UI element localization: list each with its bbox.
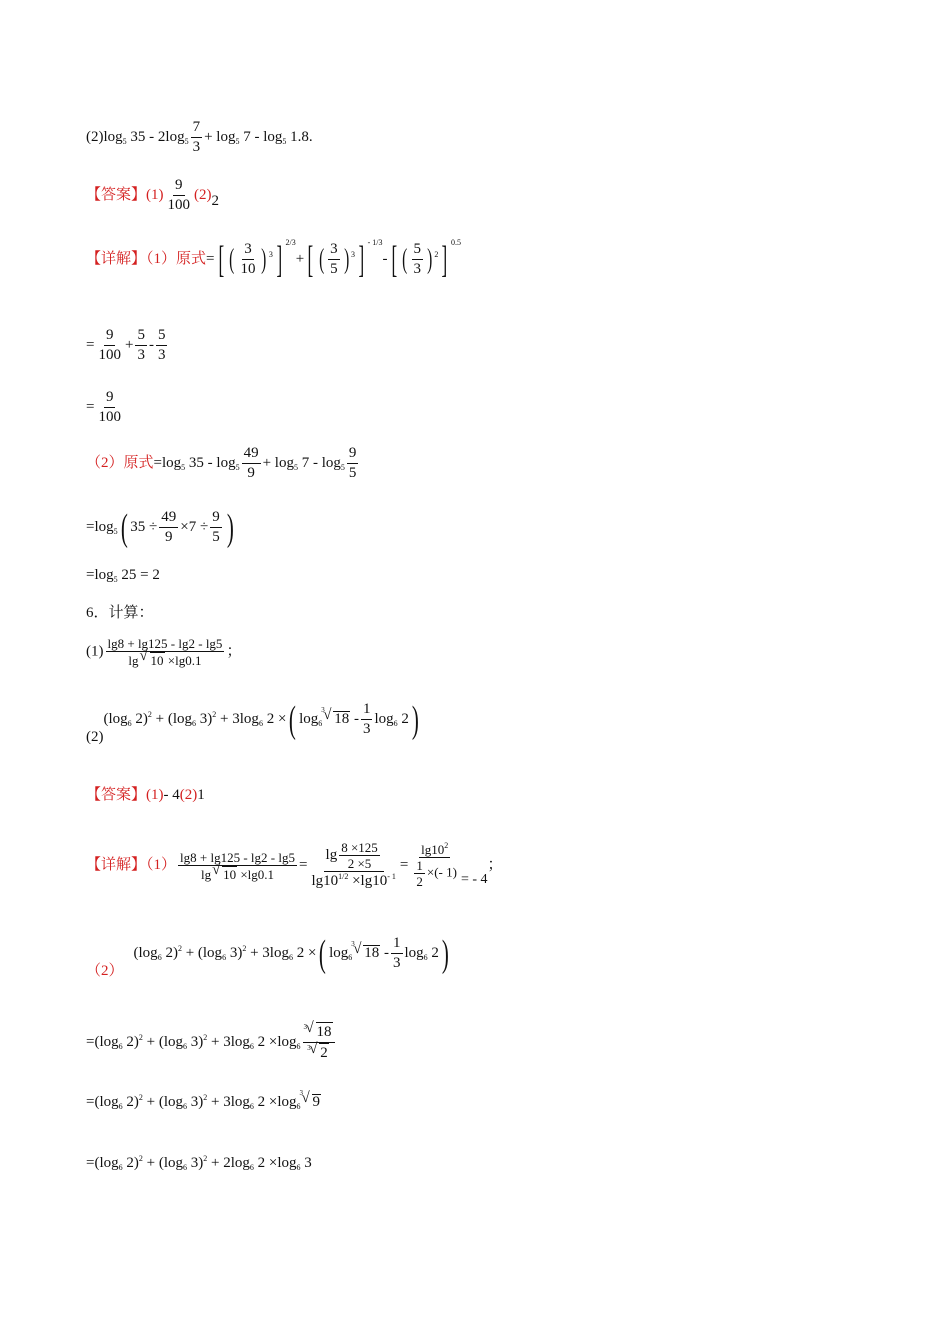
answer-part-2: (2): [194, 186, 212, 203]
detail-6-result: = - 4: [460, 871, 488, 887]
detail-label-2: （2）原式: [86, 454, 154, 471]
part-label: (2): [86, 128, 104, 145]
detail-5-1: [86, 237, 461, 281]
detail-5-1-step-2: = $\frac{9}{100}$: [86, 389, 121, 425]
semicolon-2: ；: [487, 856, 503, 873]
answer-6-value-2: 1: [197, 787, 205, 803]
detail-label: （1）原式: [146, 250, 207, 267]
detail-5-2-step-2: $=\log_5$ 25 = 2: [86, 567, 160, 584]
detail-6-label-1: （1）: [146, 856, 177, 873]
answer-fraction: $\frac{9}{100}$: [167, 177, 191, 213]
problem-5-part-2: $(2)\log_5$ $35 - 2\log_5$ $\frac{7}{3}$ + $\log_5 7 - \log_5 1.8$.: [86, 119, 313, 155]
answer-tag: 【答案】: [86, 186, 147, 203]
answer-5: [86, 176, 219, 215]
answer-part-1: (1): [146, 186, 164, 203]
detail-expression: =[ ( $\frac{3}{10}$ ) $^3$] $^{2/3}$+[ ( $\frac{3}{5}$ ) $^3$] $^{- 1/3}$-[ ( $\frac{5}{3}$ ) $^2$] $^{0.5}$: [206, 237, 461, 281]
detail-tag: 【详解】: [86, 250, 147, 267]
part-label-1: (1): [86, 643, 104, 660]
detail-6-2: [86, 932, 452, 979]
part-label-2: (2): [86, 728, 104, 745]
answer-6-value-1: - 4: [163, 787, 180, 803]
answer-6-part-2: (2): [179, 787, 198, 803]
detail-6-2-step-3: $=(\log_6$ $2)^2 + (\log_6$ $3)^2 + 2\log_6$ $2 \times\log_6$ 3: [86, 1154, 312, 1172]
answer-6-part-1: (1): [146, 787, 164, 803]
detail-5-2: [86, 444, 360, 483]
answer-tag-6: 【答案】: [86, 787, 147, 803]
detail-6-frac-3: $\lg 10^2$ $\frac{1}{2}$ ×(- 1): [416, 841, 457, 889]
detail-5-1-step-1: = $\frac{9}{100}$ + $\frac{5}{3}$ - $\frac{5}{3}$: [86, 327, 166, 363]
detail-6-frac-1: $\frac{\lg 8 + \lg 125 - \lg 2 - \lg 5}{\lg√ 10 \times\lg 0.1}$: [178, 850, 297, 882]
detail-6-2-expr: ($\log_6$ $2)^2 + (\log_6$ $3)^2 + 3\log_6$ 2 ×( $\log_6$ √ 3 18 - $\frac{1}{3}$ $\log_6 2$): [134, 945, 452, 961]
expression-2: ($\log_6$ $2)^2 + (\log_6$ $3)^2 + 3\log_6$ 2 ×( $\log_6$ √ 3 18 - $\frac{1}{3}$ $\log_6 2$): [104, 711, 422, 727]
detail-6-frac-2: lg $\frac{8 \times 125}{2 \times 5}$ $\lg 10^{1/2} \times\lg 10^{- 1}$: [311, 840, 396, 889]
detail-6-2-step-1: $=(\log_6$ $2)^2 + (\log_6$ $3)^2 + 3\log_6$ $2 \times\log_6$ √ 3 18 √ 3 2: [86, 1022, 337, 1063]
detail-6-1: 【详解】（1） $\frac{\lg 8 + \lg 125 - \lg 2 - \lg 5}{\lg√ 10 \times\lg 0.1}$ = lg $\frac{8 \times 125}{2 \times 5}$ $\lg 10^{1/2} \times\lg 10^{- 1}$ = $\lg 10^2$ $\frac{1}{2}$ ×(- 1) = - 4；: [86, 840, 503, 891]
problem-6-part-2: [86, 698, 422, 745]
expression: $\log_5 35 - 2\log_5$ $\frac{7}{3}$ + $\log_5 7 - \log_5 1.8$: [103, 119, 309, 155]
detail-tag-6: 【详解】: [86, 856, 147, 873]
answer-value-2: 2: [211, 192, 220, 209]
answer-6: [86, 788, 205, 803]
problem-6-part-1: [86, 636, 241, 668]
detail-6-label-2: （2）: [86, 962, 124, 979]
problem-6-heading: 6．计算：: [86, 605, 154, 621]
detail-6-2-step-2: $=(\log_6$ $2)^2 + (\log_6$ $3)^2 + 3\log_6$ $2 \times\log_6$ √ 3 9: [86, 1094, 321, 1110]
semicolon: ；: [226, 643, 242, 660]
detail-expression-2: $=\log_5$ $35 - \log_5$ $\frac{49}{9}$ + $\log_5 7 - \log_5$ $\frac{9}{5}$: [153, 445, 357, 481]
detail-5-2-step-1: $=\log_5$( 35 ÷ $\frac{49}{9}$ ×7 ÷ $\frac{9}{5}$ ): [86, 506, 234, 549]
expression-1: $\frac{\lg 8 + \lg 125 - \lg 2 - \lg 5}{\lg√ 10 \times\lg 0.1}$: [106, 636, 225, 668]
